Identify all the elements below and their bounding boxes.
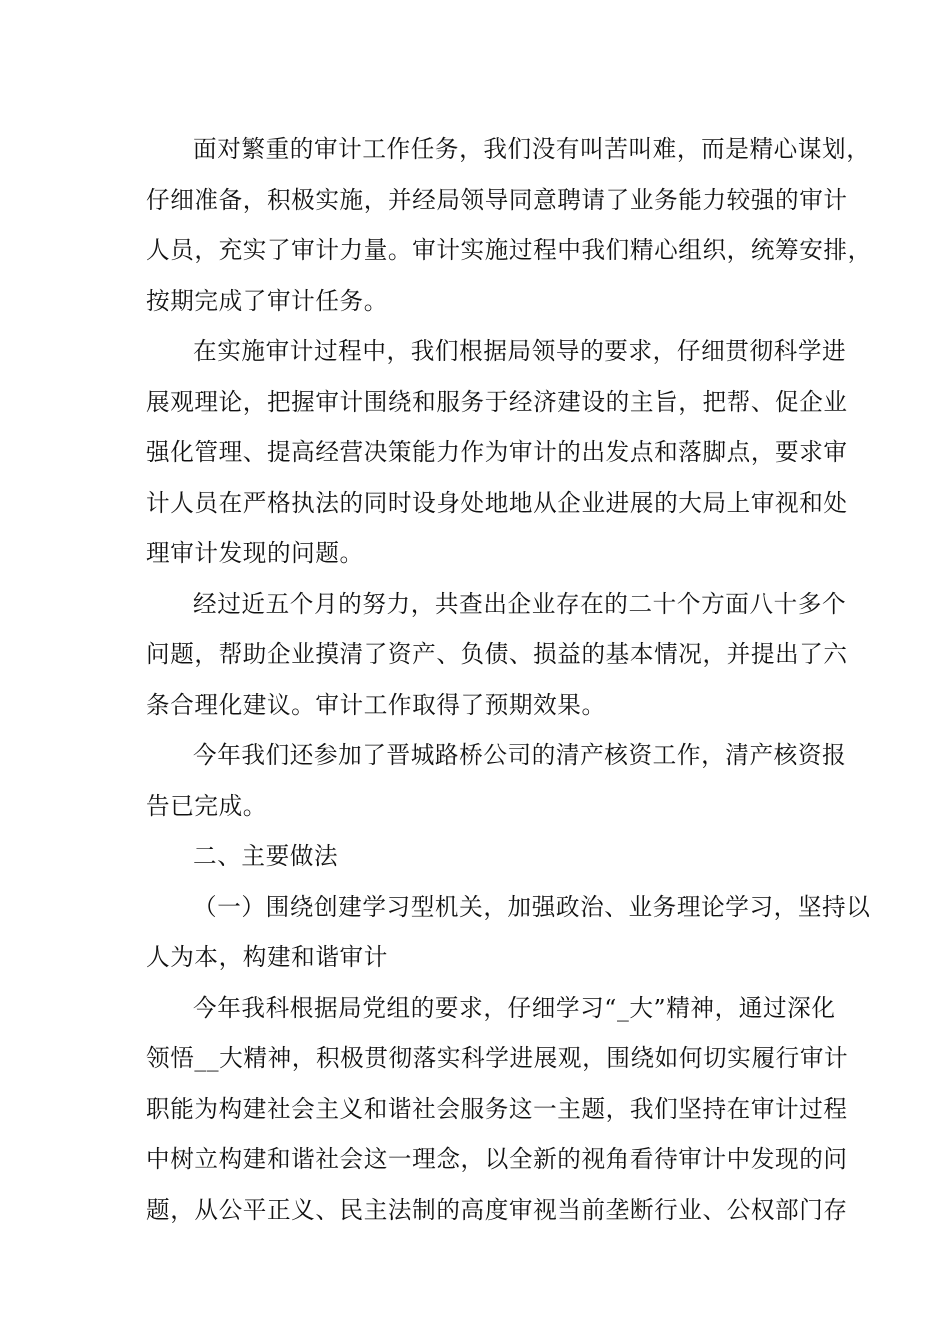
text-line: 强化管理、提高经营决策能力作为审计的出发点和落脚点，要求审 [146,438,848,466]
text-line: 展观理论，把握审计围绕和服务于经济建设的主旨，把帮、促企业 [146,387,848,416]
subsection-heading-learning [146,882,871,983]
paragraph-asset-verification [146,730,847,831]
text-line: 理审计发现的问题。 [146,539,364,567]
text-line: 职能为构建社会主义和谐社会服务这一主题，我们坚持在审计过程 [146,1094,848,1123]
text-line: 按期完成了审计任务。 [146,286,388,315]
text-line: 人员，充实了审计力量。审计实施过程中我们精心组织，统筹安排， [146,236,872,264]
text-line: 面对繁重的审计工作任务，我们没有叫苦叫难，而是精心谋划， [193,135,871,163]
paragraph-party-study [146,983,849,1236]
text-line: 经过近五个月的努力，共查出企业存在的二十个方面八十多个 [193,589,847,618]
text-line: 计人员在严格执法的同时设身处地地从企业进展的大局上审视和处 [146,488,848,517]
text-line: 今年我科根据局党组的要求，仔细学习“_大”精神，通过深化 [193,993,836,1022]
text-line: 条合理化建议。审计工作取得了预期效果。 [146,690,606,719]
text-line: 今年我们还参加了晋城路桥公司的清产核资工作，清产核资报 [193,741,847,769]
text-line: 问题，帮助企业摸清了资产、负债、损益的基本情况，并提出了六 [146,640,848,668]
document-body [146,124,872,1235]
text-line: 在实施审计过程中，我们根据局领导的要求，仔细贯彻科学进 [193,337,847,365]
paragraph-audit-results [146,579,848,731]
text-line: 仔细准备，积极实施，并经局领导同意聘请了业务能力较强的审计 [146,185,848,214]
text-line: 告已完成。 [146,791,267,820]
section-heading: 二、主要做法 [193,842,339,870]
section-heading-main-practices [146,831,822,882]
paragraph-audit-tasks [146,124,872,326]
text-line: 中树立构建和谐社会这一理念，以全新的视角看待审计中发现的问 [146,1145,848,1173]
text-line: 领悟__大精神，积极贯彻落实科学进展观，围绕如何切实履行审计 [146,1044,849,1072]
paragraph-audit-process [146,326,848,579]
text-line: 题，从公平正义、民主法制的高度审视当前垄断行业、公权部门存 [146,1195,848,1224]
subsection-heading-line: 人为本，构建和谐审计 [146,943,388,971]
subsection-heading-line: （一）围绕创建学习型机关，加强政治、业务理论学习，坚持以 [193,892,871,921]
